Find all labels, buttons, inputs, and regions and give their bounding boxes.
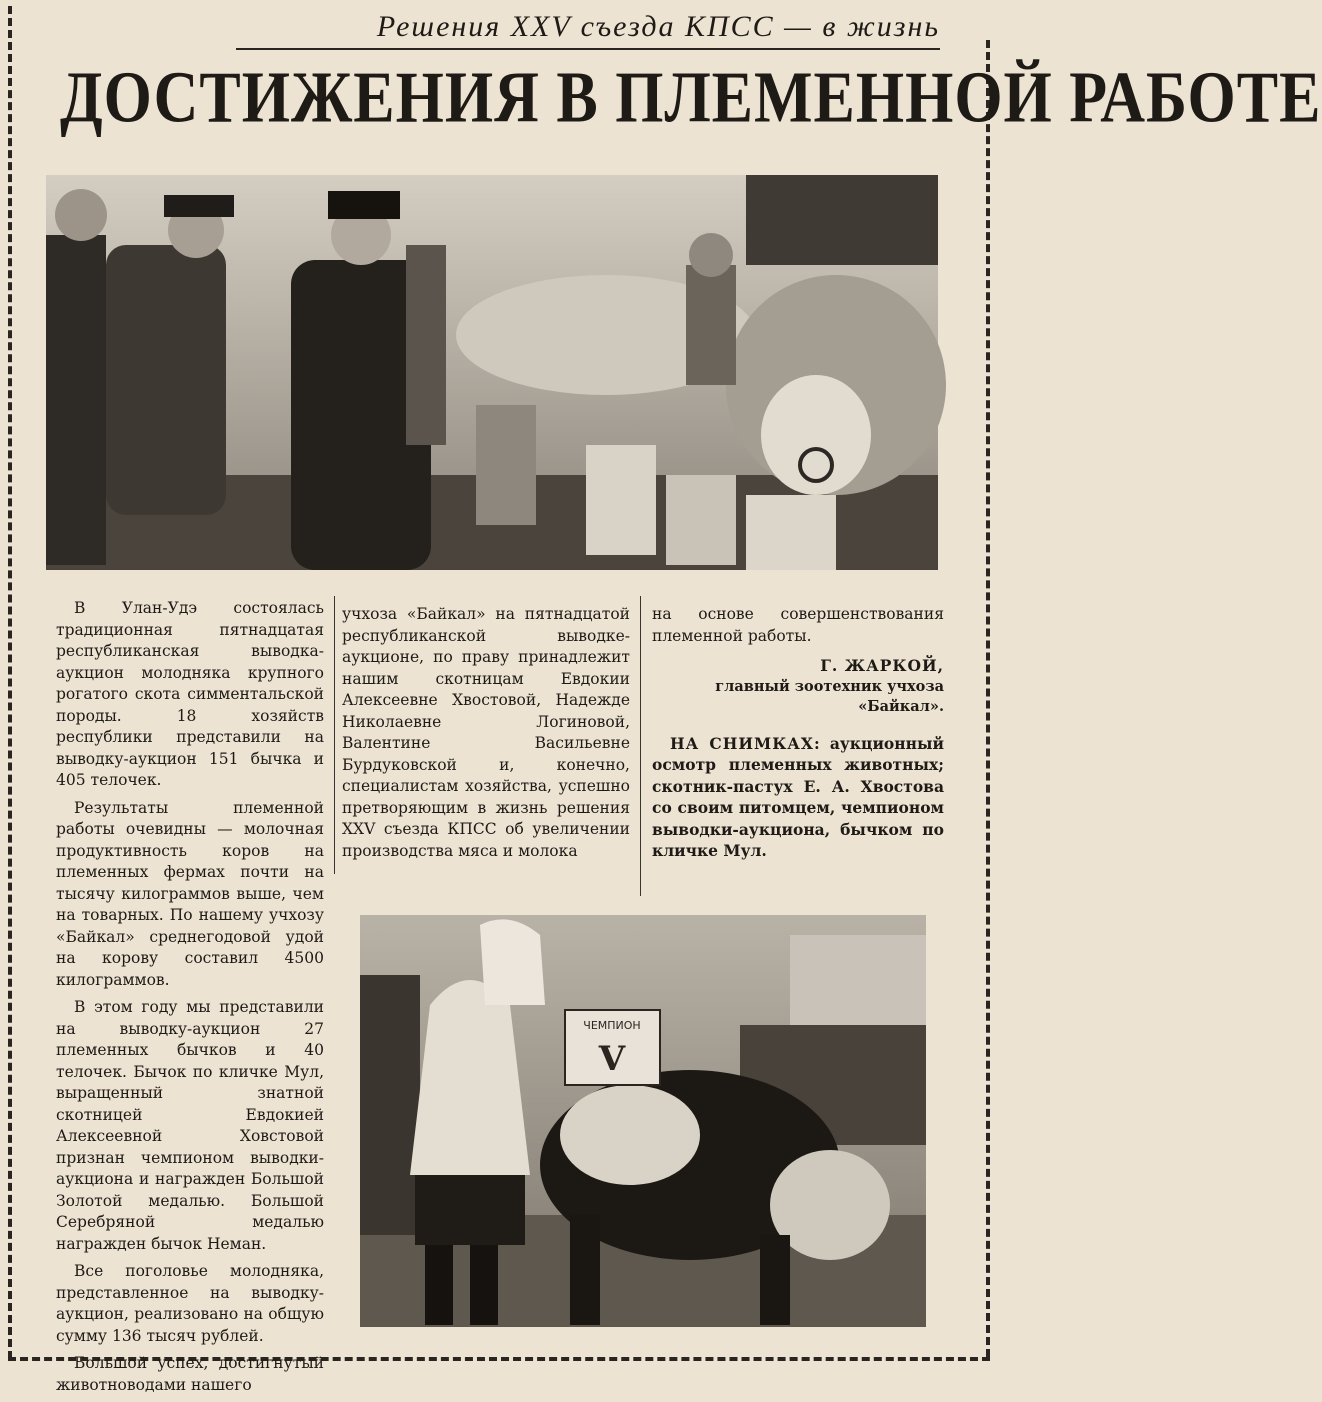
- captions-text: аукционный осмотр племенных животных; скотник-пастух Е. А. Хвостова со своим питомцем, чемпионом выводки-аукциона, бычком по кличке Мул.: [652, 733, 944, 860]
- plaque-text: ЧЕМПИОН: [583, 1019, 641, 1032]
- author-name: Г. ЖАРКОЙ,: [820, 656, 944, 675]
- headline: ДОСТИЖЕНИЯ В ПЛЕМЕННОЙ РАБОТЕ: [60, 57, 1322, 139]
- author-role: главный зоотехник учхоза «Байкал».: [715, 677, 944, 715]
- article-paragraph: В этом году мы представили на выводку-аукцион 27 племенных бычков и 40 телочек. Бычок по кличке Мул, выращенный знатной скотницей Евдокией Алексеевной Ховстовой признан чемпионом выводки-аукциона и награжден Большой Золотой медалью. Большой Серебряной медалью награжден бычок Неман.: [56, 998, 324, 1253]
- article-column-2: [342, 604, 630, 868]
- article-paragraph: Все поголовье молодняка, представленное на выводку-аукцион, реализовано на общую сумму 136 тысяч рублей.: [56, 1262, 324, 1345]
- column-rule-1: [334, 596, 335, 874]
- photo-auction-inspection: [46, 175, 938, 570]
- article-column-1: [56, 598, 324, 1402]
- cut-line-right: [986, 40, 990, 1357]
- photo-captions: [652, 733, 944, 862]
- captions-heading: НА СНИМКАХ:: [670, 733, 821, 753]
- plaque-mark: V: [598, 1039, 626, 1079]
- article-paragraph: Результаты племенной работы очевидны — молочная продуктивность коров на племенных фермах почти на тысячу килограммов выше, чем на товарных. По нашему учхозу «Байкал» среднегодовой удой на корову составил 4500 килограммов.: [56, 798, 324, 989]
- photo-champion-bull: [360, 915, 926, 1327]
- article-paragraph: на основе совершенствования племенной работы.: [652, 605, 944, 645]
- rubric: Решения XXV съезда КПСС — в жизнь: [236, 6, 940, 50]
- photo-auction-inspection-image: [46, 175, 938, 570]
- cut-line-left: [8, 6, 12, 1359]
- column-rule-2: [640, 596, 641, 896]
- article-paragraph: В Улан-Удэ состоялась традиционная пятнадцатая республиканская выводка-аукцион молодняка крупного рогатого скота симментальской породы. 18 хозяйств республики представили на выводку-аукцион 151 бычка и 405 телочек.: [56, 599, 324, 789]
- article-column-3: [652, 604, 944, 862]
- photo-champion-bull-image: [360, 915, 926, 1327]
- article-paragraph: учхоза «Байкал» на пятнадцатой республиканской выводке-аукционе, по праву принадлежит нашим скотницам Евдокии Алексеевне Хвостовой, Надежде Николаевне Логиновой, Валентине Васильевне Бурдуковской и, конечно, специалистам хозяйства, успешно претворяющим в жизнь решения XXV съезда КПСС об увеличении производства мяса и молока: [342, 605, 630, 860]
- article-paragraph: Большой успех, достигнутый животноводами нашего: [56, 1354, 324, 1394]
